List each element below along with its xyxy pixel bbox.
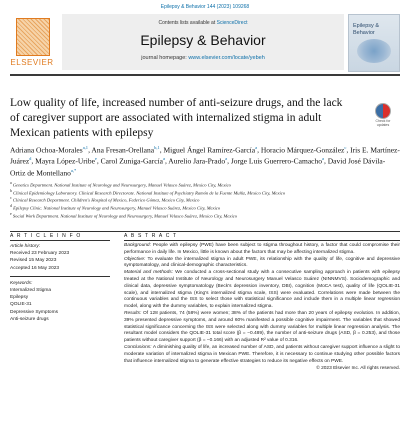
keywords (10, 280, 110, 323)
article-title: Low quality of life, increased number of anti-seizure drugs, and the lack of caregiver support are associated with internalized stigma in adult Mexican patients with epilepsy (10, 97, 343, 139)
author-affiliation-marker[interactable]: a (321, 156, 324, 162)
crossmark-icon (375, 103, 391, 119)
abstract-body (124, 243, 400, 373)
abstract-section (124, 345, 400, 365)
journal-masthead (10, 14, 400, 76)
author-affiliation-marker[interactable]: b,1 (154, 145, 160, 150)
homepage-link[interactable]: www.elsevier.com/locate/yebeh (188, 55, 265, 61)
abstract-section-text: People with epilepsy (PWE) have been subject to stigma throughout history, a factor that could compromise their performance in daily life. In Mexico, little is known about the factors that may be affecting internalized stigma. (124, 243, 400, 255)
copyright-notice: © 2023 Elsevier Inc. All rights reserved. (316, 366, 400, 372)
affiliation-text: Clinical Research Department. Children's Hospital of Mexico, Federico Gómez, Mexico City, Mexico (11, 197, 200, 203)
article-info-heading: A R T I C L E I N F O (10, 233, 82, 239)
author-name[interactable]: Ana Fresan-Orellana (91, 145, 155, 155)
contents-line (62, 20, 344, 26)
affiliation-item (10, 181, 400, 189)
author-name[interactable]: Adriana Ochoa-Morales (10, 145, 83, 155)
affiliation-letter: a (10, 181, 12, 185)
affiliation-item (10, 204, 400, 212)
cover-art-image (357, 39, 391, 63)
author-name[interactable]: Horacio Márquez-González (260, 145, 345, 155)
abstract-section-text: We conducted a cross-sectional study with a consecutive sampling approach in patients with epilepsy treated at the National Institute of Neurology and Neurosurgery Manuel Velasco Suárez (NINNMVS). Sociodemographic and clinical data, depressive symptomatology (Beck's depression inventory, DBI), cognition (MoCA test), quality of life (QOLIE-31 scale), and internalized stigma (King's internalized stigma scale, ISS) were evaluated. Correlations were made between the continuous variables and the ISS to select those with statistical significance and include them in a multiple linear regression model, along with the dummy variables, to explain internalized stigma. (124, 270, 401, 310)
affiliation-letter: e (10, 211, 12, 216)
author-affiliation-marker[interactable]: e (94, 156, 97, 162)
abstract-section-text: A diminishing quality of life, an increased number of ASD, and patients without caregiver support influence a slight to moderate variation of internalized stigma in Mexican PWE. Therefore, it is necessary to continue studying other possible factors that influence internalized stigma to generate effective strategies to reduce its negative effects on PWE. (124, 344, 400, 364)
author-name[interactable]: Iris E. Martínez-Juárez (10, 145, 400, 166)
sciencedirect-link[interactable]: ScienceDirect (216, 20, 248, 26)
affiliation-item (10, 189, 400, 197)
homepage-prefix: journal homepage: (141, 55, 189, 61)
author-name[interactable]: Jorge Luis Guerrero-Camacho (230, 156, 322, 166)
abstract-heading: A B S T R A C T (124, 233, 178, 239)
author-name[interactable]: Miguel Ángel Ramírez-García (163, 145, 256, 155)
author-affiliation-marker[interactable]: a,1 (82, 145, 89, 150)
journal-homepage (62, 55, 344, 61)
divider (124, 240, 400, 241)
journal-banner (62, 14, 344, 70)
crossmark-label: Check for updates (375, 119, 391, 127)
author-name[interactable]: Carol Zuniga-García (100, 156, 163, 166)
author-affiliation-marker[interactable]: c (344, 145, 347, 150)
keyword-item[interactable]: Epilepsy (10, 295, 29, 301)
elsevier-tree-icon (16, 18, 50, 56)
author-name[interactable]: David José Dávila-Ortiz de Montellano (10, 156, 386, 178)
affiliation-list (10, 181, 400, 219)
affiliation-text: Epilepsy Clinic. National Institute of Neurology and Neurosurgery, Manuel Velasco Suárez, Mexico City, Mexico (11, 205, 221, 211)
author-affiliation-marker[interactable]: a (225, 156, 228, 162)
abstract-section (124, 243, 400, 257)
keywords-label: Keywords: (10, 280, 33, 286)
article-info (10, 243, 110, 323)
affiliation-item (10, 212, 400, 220)
abstract-section-label: Results: (124, 310, 144, 316)
abstract-section-text: To evaluate the internalized stigma in adult PWE, its relationship with the quality of life, cognitive and depressive symptomatology, and clinical-demographic characteristics. (124, 256, 400, 269)
history-label: Article history: (10, 244, 41, 249)
affiliation-text: Social Work Department. National Institute of Neurology and Neurosurgery, Manuel Velasco Suárez, Mexico City, Mexico (11, 213, 238, 219)
author-name[interactable]: Mayra López-Uribe (35, 156, 95, 166)
author-name[interactable]: Aurelio Jara-Prado (168, 156, 226, 166)
crossmark-badge[interactable] (374, 103, 392, 125)
keyword-item[interactable]: Depressive Symptoms (10, 309, 58, 315)
abstract-section-label: Objective: (124, 256, 148, 262)
journal-title: Epilepsy & Behavior (140, 32, 266, 48)
elsevier-logo[interactable] (10, 14, 54, 70)
divider (10, 231, 400, 232)
abstract-section (124, 311, 400, 345)
abstract-section-label: Material and methods: (124, 270, 176, 276)
affiliation-letter: c (10, 196, 12, 201)
affiliation-letter: d (10, 203, 12, 208)
affiliation-text: Genetics Department. National Institute of Neurology and Neurosurgery, Manuel Velasco Suárez, Mexico City, Mexico (11, 182, 231, 188)
history-date: Revised 15 May 2023 (10, 258, 57, 264)
cover-title: Epilepsy & Behavior (353, 23, 379, 36)
abstract-section-label: Conclusions: (124, 344, 153, 350)
author-affiliation-marker[interactable]: a,* (70, 167, 77, 173)
author-affiliation-marker[interactable]: d (29, 156, 32, 162)
history-date: Received 23 February 2023 (10, 251, 70, 257)
abstract-section (124, 257, 400, 271)
keyword-item[interactable]: QOLIE-31 (10, 302, 32, 308)
article-history (10, 243, 110, 272)
keyword-item[interactable]: Anti-seizure drugs (10, 316, 49, 322)
author-affiliation-marker[interactable]: a (162, 156, 165, 162)
affiliation-text: Clinical Epidemiology Laboratory. Clinical Research Directorate. National Institute of Psychiatry Ramón de la Fuente Muñiz, Mexico City, Mexico (11, 190, 286, 196)
history-date: Accepted 16 May 2023 (10, 265, 60, 271)
divider (10, 240, 110, 241)
author-affiliation-marker[interactable]: a (255, 145, 258, 150)
abstract-section-label: Background: (124, 243, 153, 248)
divider (10, 276, 110, 277)
abstract-section (124, 270, 400, 311)
author-list: Adriana Ochoa-Morales$^{a,1}$, Ana Fresan-Orellana$^{b,1}$, Miguel Ángel Ramírez-García$^a$, Horacio Márquez-González$^c$, Iris E. Martínez-Juárez$^d$, Mayra López-Uribe$^e$, Carol Zuniga-García$^a$, Aurelio Jara-Prado$^a$, Jorge Luis Guerrero-Camacho$^a$, David José Dávila-Ortiz de Montellano$^{a,*}$ (10, 145, 400, 178)
keyword-item[interactable]: Internalized Stigma (10, 287, 52, 293)
abstract-section-text: Of 128 patients, 74 (58%) were women; 38% of the patients had more than 20 years of epilepsy evolution. In addition, 39% presented depressive symptoms, and around 60% manifested a possible cognitive impairment. The variables that showed statistical significance concerning the ISS were selected along with dummy variables for multiple linear regression analysis. The resultant model considers the QOLIE-31 total score (β = −0.489), the number of anti-seizure drugs (ASD, β = 0.253), and those patients without caregiver support (β = −0.166) with an adjusted R² value of 0.316. (124, 310, 400, 344)
journal-reference[interactable]: Epilepsy & Behavior 144 (2023) 109268 (160, 4, 250, 10)
affiliation-item (10, 196, 400, 204)
contents-prefix: Contents lists available at (158, 20, 216, 26)
affiliation-letter: b (10, 188, 12, 193)
journal-cover-thumbnail[interactable] (348, 14, 400, 72)
elsevier-wordmark: ELSEVIER (10, 58, 54, 67)
